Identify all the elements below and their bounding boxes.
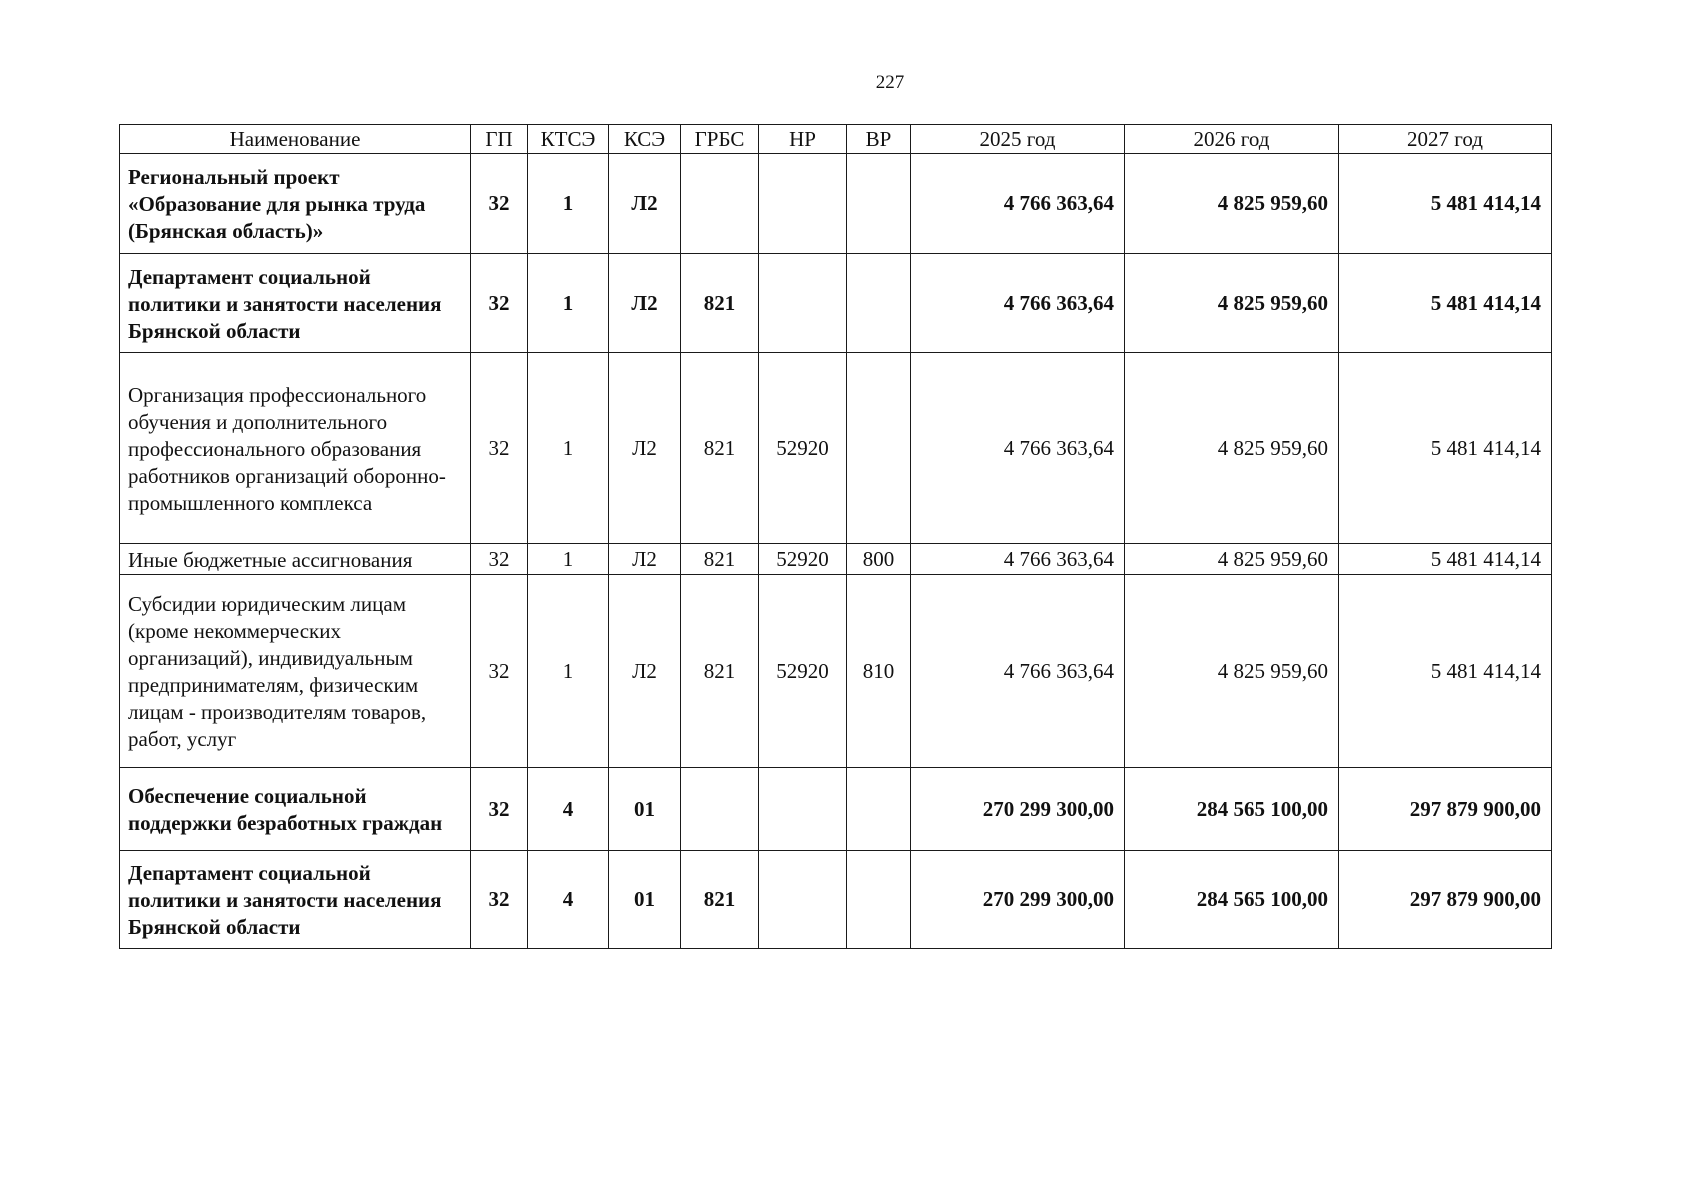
row-kse: Л2 bbox=[609, 575, 681, 768]
row-grbs: 821 bbox=[681, 544, 759, 575]
row-amount-2025: 4 766 363,64 bbox=[911, 544, 1125, 575]
row-gp: 32 bbox=[471, 254, 528, 353]
row-vr bbox=[847, 851, 911, 949]
table-row bbox=[120, 353, 1552, 544]
row-kse: Л2 bbox=[609, 254, 681, 353]
row-kse: Л2 bbox=[609, 154, 681, 254]
table-row bbox=[120, 544, 1552, 575]
table-row bbox=[120, 768, 1552, 851]
col-header-ktse: КТСЭ bbox=[528, 125, 609, 154]
row-grbs: 821 bbox=[681, 353, 759, 544]
row-amount-2026: 284 565 100,00 bbox=[1125, 851, 1339, 949]
row-grbs: 821 bbox=[681, 254, 759, 353]
col-header-vr: ВР bbox=[847, 125, 911, 154]
row-amount-2026: 4 825 959,60 bbox=[1125, 154, 1339, 254]
row-nr: 52920 bbox=[759, 575, 847, 768]
row-gp: 32 bbox=[471, 544, 528, 575]
row-name: Организация профессионального обучения и дополнительного профессионального образования работников организаций оборонно-промышленного комплекса bbox=[120, 353, 471, 544]
row-amount-2026: 4 825 959,60 bbox=[1125, 254, 1339, 353]
row-amount-2025: 4 766 363,64 bbox=[911, 575, 1125, 768]
row-grbs bbox=[681, 154, 759, 254]
row-amount-2027: 297 879 900,00 bbox=[1339, 768, 1552, 851]
row-amount-2026: 4 825 959,60 bbox=[1125, 575, 1339, 768]
row-name: Обеспечение социальной поддержки безработных граждан bbox=[120, 768, 471, 851]
row-ktse: 1 bbox=[528, 353, 609, 544]
row-ktse: 1 bbox=[528, 544, 609, 575]
row-nr bbox=[759, 154, 847, 254]
row-amount-2026: 4 825 959,60 bbox=[1125, 353, 1339, 544]
row-kse: 01 bbox=[609, 768, 681, 851]
row-nr bbox=[759, 254, 847, 353]
row-amount-2025: 4 766 363,64 bbox=[911, 254, 1125, 353]
row-amount-2027: 5 481 414,14 bbox=[1339, 254, 1552, 353]
row-ktse: 4 bbox=[528, 768, 609, 851]
table-row bbox=[120, 254, 1552, 353]
col-header-2025: 2025 год bbox=[911, 125, 1125, 154]
row-vr: 800 bbox=[847, 544, 911, 575]
row-amount-2025: 270 299 300,00 bbox=[911, 851, 1125, 949]
row-kse: 01 bbox=[609, 851, 681, 949]
row-vr bbox=[847, 254, 911, 353]
row-amount-2027: 5 481 414,14 bbox=[1339, 575, 1552, 768]
row-amount-2025: 270 299 300,00 bbox=[911, 768, 1125, 851]
row-ktse: 1 bbox=[528, 575, 609, 768]
col-header-name: Наименование bbox=[120, 125, 471, 154]
row-amount-2027: 297 879 900,00 bbox=[1339, 851, 1552, 949]
col-header-nr: НР bbox=[759, 125, 847, 154]
row-amount-2025: 4 766 363,64 bbox=[911, 353, 1125, 544]
row-ktse: 1 bbox=[528, 154, 609, 254]
header-row bbox=[120, 125, 1552, 154]
row-gp: 32 bbox=[471, 851, 528, 949]
row-amount-2026: 284 565 100,00 bbox=[1125, 768, 1339, 851]
row-gp: 32 bbox=[471, 575, 528, 768]
col-header-kse: КСЭ bbox=[609, 125, 681, 154]
row-nr: 52920 bbox=[759, 353, 847, 544]
row-ktse: 1 bbox=[528, 254, 609, 353]
row-gp: 32 bbox=[471, 154, 528, 254]
row-ktse: 4 bbox=[528, 851, 609, 949]
budget-table bbox=[119, 124, 1552, 949]
row-vr bbox=[847, 768, 911, 851]
row-name: Региональный проект «Образование для рынка труда (Брянская область)» bbox=[120, 154, 471, 254]
col-header-2026: 2026 год bbox=[1125, 125, 1339, 154]
row-nr: 52920 bbox=[759, 544, 847, 575]
table-row bbox=[120, 154, 1552, 254]
row-name: Иные бюджетные ассигнования bbox=[120, 544, 471, 575]
row-vr bbox=[847, 154, 911, 254]
row-kse: Л2 bbox=[609, 353, 681, 544]
table-row bbox=[120, 575, 1552, 768]
row-amount-2025: 4 766 363,64 bbox=[911, 154, 1125, 254]
row-grbs: 821 bbox=[681, 851, 759, 949]
row-kse: Л2 bbox=[609, 544, 681, 575]
row-nr bbox=[759, 851, 847, 949]
row-name: Департамент социальной политики и занятости населения Брянской области bbox=[120, 851, 471, 949]
row-name: Департамент социальной политики и занятости населения Брянской области bbox=[120, 254, 471, 353]
row-amount-2027: 5 481 414,14 bbox=[1339, 544, 1552, 575]
row-amount-2027: 5 481 414,14 bbox=[1339, 353, 1552, 544]
row-gp: 32 bbox=[471, 768, 528, 851]
col-header-grbs: ГРБС bbox=[681, 125, 759, 154]
row-nr bbox=[759, 768, 847, 851]
page-number: 227 bbox=[875, 72, 905, 93]
row-amount-2026: 4 825 959,60 bbox=[1125, 544, 1339, 575]
row-vr: 810 bbox=[847, 575, 911, 768]
table-row bbox=[120, 851, 1552, 949]
row-amount-2027: 5 481 414,14 bbox=[1339, 154, 1552, 254]
row-grbs bbox=[681, 768, 759, 851]
row-grbs: 821 bbox=[681, 575, 759, 768]
col-header-gp: ГП bbox=[471, 125, 528, 154]
row-vr bbox=[847, 353, 911, 544]
row-gp: 32 bbox=[471, 353, 528, 544]
col-header-2027: 2027 год bbox=[1339, 125, 1552, 154]
row-name: Субсидии юридическим лицам (кроме некоммерческих организаций), индивидуальным предпринимателям, физическим лицам - производителям товаров, работ, услуг bbox=[120, 575, 471, 768]
